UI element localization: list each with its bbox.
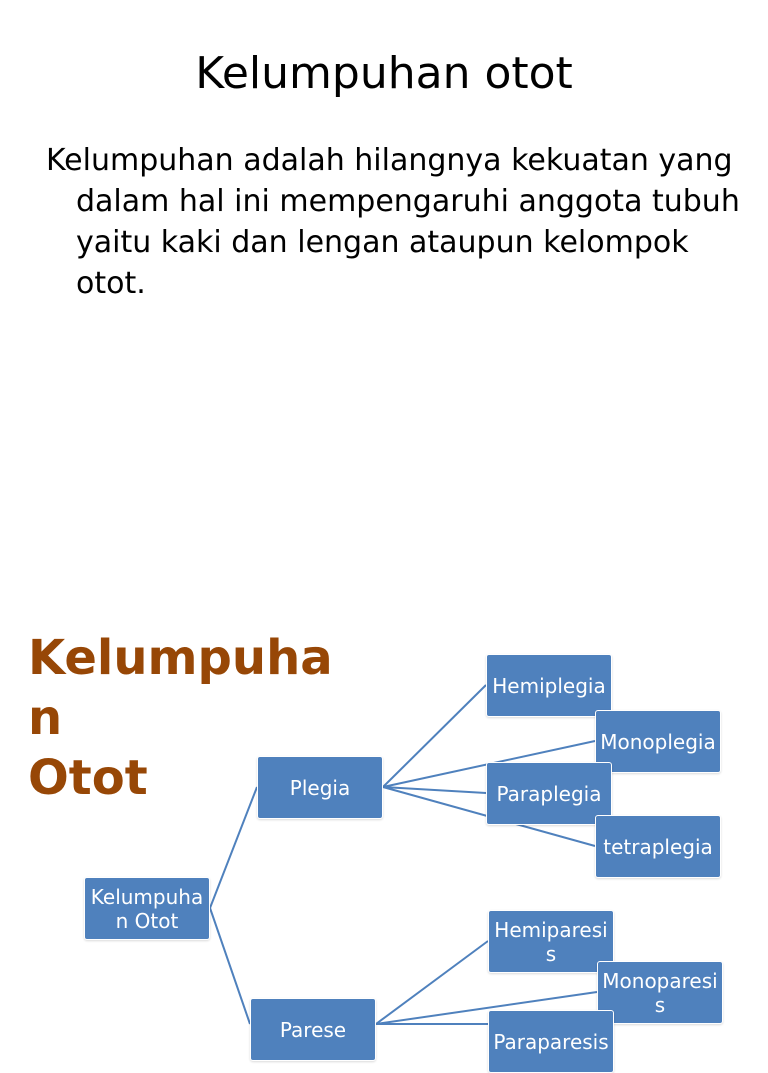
connector-plegia-hemiplegia xyxy=(383,685,486,787)
node-tetraplegia: tetraplegia xyxy=(595,815,721,878)
slide-title: Kelumpuhan otot xyxy=(195,48,573,99)
node-paraplegia: Paraplegia xyxy=(486,762,612,825)
node-monoplegia: Monoplegia xyxy=(595,710,721,773)
connector-paresis-hemiparesis xyxy=(376,941,488,1024)
node-paresis: Parese xyxy=(250,998,376,1061)
node-monoparesis: Monoparesis xyxy=(597,961,723,1024)
node-kelumpuhan-otot: Kelumpuhan Otot xyxy=(84,877,210,940)
node-hemiparesis: Hemiparesis xyxy=(488,910,614,973)
node-paraparesis: Paraparesis xyxy=(488,1010,614,1073)
slide-2 xyxy=(0,600,768,1054)
node-plegia: Plegia xyxy=(257,756,383,819)
connector-root-plegia xyxy=(210,787,257,908)
slide-body-text: Kelumpuhan adalah hilangnya kekuatan yang dalam hal ini mempengaruhi anggota tubuh yaitu kaki dan lengan ataupun kelompok otot. xyxy=(46,143,740,301)
diagram-title: Kelumpuha n Otot xyxy=(28,630,333,806)
node-hemiplegia: Hemiplegia xyxy=(486,654,612,717)
connector-root-paresis xyxy=(210,908,250,1024)
